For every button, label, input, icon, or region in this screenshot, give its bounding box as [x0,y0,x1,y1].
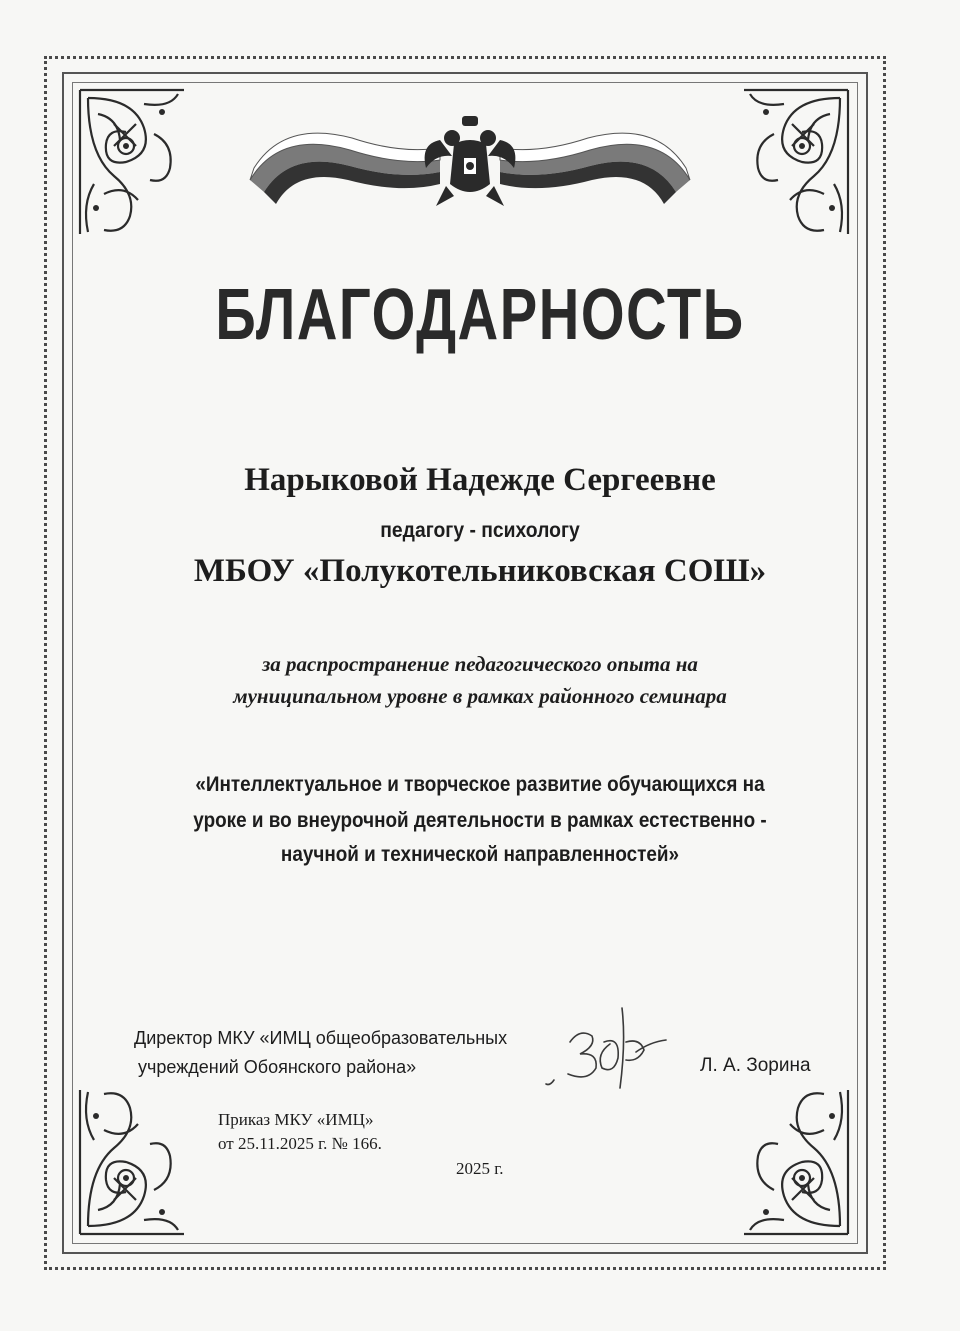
order-line: от 25.11.2025 г. № 166. [218,1134,382,1153]
seminar-title-line: научной и технической направленностей» [280,843,680,866]
handwritten-signature-icon [540,1002,670,1092]
order-line: Приказ МКУ «ИМЦ» [218,1110,374,1129]
reason-line: муниципальном уровне в рамках районного семинара [233,684,727,708]
certificate-year: 2025 г. [456,1159,504,1178]
recipient-organization: МБОУ «Полукотельниковская СОШ» [193,553,767,589]
director-title-line: учреждений Обоянского района» [138,1057,417,1077]
corner-ornament-icon [736,1080,854,1240]
seminar-title-line: «Интеллектуальное и творческое развитие обучающихся на [195,773,765,796]
signer-name: Л. А. Зорина [700,1055,811,1076]
corner-ornament-icon [736,84,854,244]
recipient-position: педагогу - психологу [380,519,580,542]
recipient-name: Нарыковой Надежде Сергеевне [244,462,716,498]
corner-ornament-icon [74,84,192,244]
seminar-title-line: уроке и во внеурочной деятельности в рамках естественно - [193,809,767,832]
corner-ornament-icon [74,1080,192,1240]
certificate-title: БЛАГОДАРНОСТЬ [215,275,745,355]
director-title-line: Директор МКУ «ИМЦ общеобразовательных [134,1028,508,1048]
emblem-ribbon [240,110,700,220]
reason-line: за распространение педагогического опыта на [262,652,698,676]
